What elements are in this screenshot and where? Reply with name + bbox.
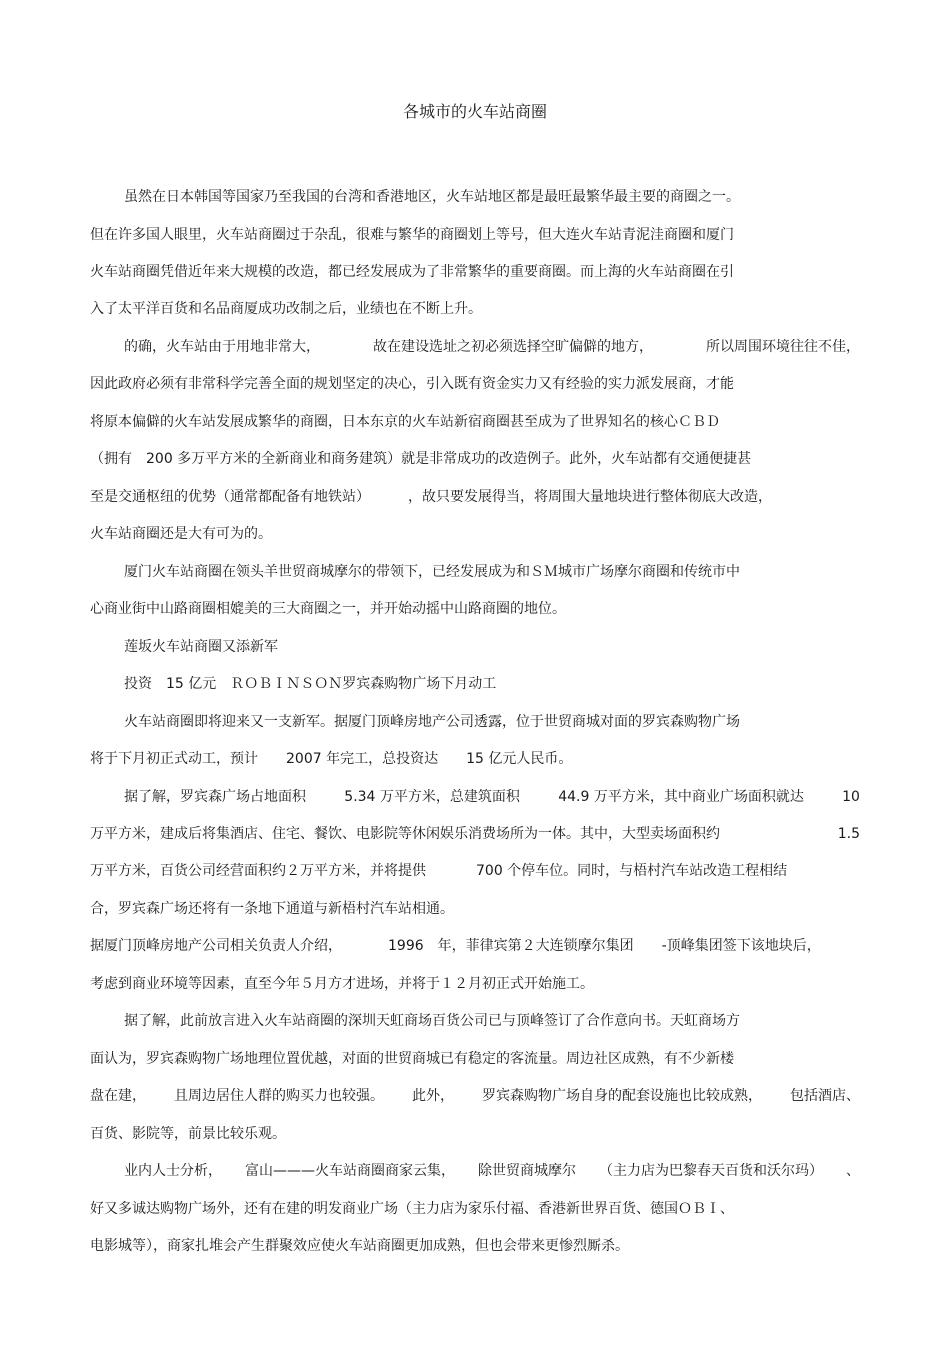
- text-segment: 据厦门顶峰房地产公司相关负责人介绍，: [90, 938, 342, 954]
- text-segment: 故在建设选址之初必须选择空旷偏僻的地方，: [373, 339, 653, 355]
- paragraph-line: [124, 1161, 860, 1181]
- paragraph-line: 但在许多国人眼里，火车站商圈过于杂乱，很难与繁华的商圈划上等号，但大连火车站青泥洼商圈和厦门: [90, 227, 734, 243]
- paragraph-line: 火车站商圈凭借近年来大规模的改造，都已经发展成为了非常繁华的重要商圈。而上海的火车站商圈在引: [90, 264, 734, 280]
- paragraph-line: [124, 337, 860, 357]
- paragraph-line: 火车站商圈即将迎来又一支新军。据厦门顶峰房地产公司透露，位于世贸商城对面的罗宾森购物广场: [124, 714, 740, 730]
- paragraph-line: 火车站商圈还是大有可为的。: [90, 526, 272, 542]
- paragraph-line: 入了太平洋百货和名品商厦成功改制之后，业绩也在不断上升。: [90, 301, 482, 317]
- text-segment: 、: [846, 1163, 860, 1179]
- text-segment: 业内人士分析，: [124, 1163, 222, 1179]
- paragraph-line: 合，罗宾森广场还将有一条地下通道与新梧村汽车站相通。: [90, 901, 454, 917]
- paragraph-line: [90, 487, 772, 507]
- text-segment: 万平方米，建成后将集酒店、住宅、餐饮、电影院等休闲娱乐消费场所为一体。其中，大型卖场面积约: [90, 826, 720, 842]
- text-segment: 据了解，罗宾森广场占地面积: [124, 789, 306, 805]
- text-segment: 700 个停车位。同时，与梧村汽车站改造工程相结: [476, 863, 788, 879]
- paragraph-line: 虽然在日本韩国等国家乃至我国的台湾和香港地区，火车站地区都是最旺最繁华最主要的商圈之一。: [124, 189, 740, 205]
- text-segment: 10: [842, 789, 860, 805]
- text-segment: 且周边居住人群的购买力也较强。: [174, 1088, 384, 1104]
- text-segment: 所以周围环境往往不佳，: [706, 339, 860, 355]
- paragraph-line: 据了解，此前放言进入火车站商圈的深圳天虹商场百货公司已与顶峰签订了合作意向书。天虹商场方: [124, 1013, 740, 1029]
- paragraph-line: [90, 936, 821, 956]
- paragraph-line: 心商业街中山路商圈相媲美的三大商圈之一，并开始动摇中山路商圈的地位。: [90, 601, 566, 617]
- subheading: 莲坂火车站商圈又添新军: [124, 639, 278, 655]
- text-segment: 此外，: [412, 1088, 454, 1104]
- paragraph-line: [90, 1086, 860, 1106]
- paragraph-line: 因此政府必须有非常科学完善全面的规划坚定的决心，引入既有资金实力又有经验的实力派发展商，才能: [90, 376, 734, 392]
- paragraph-line: 面认为，罗宾森购物广场地理位置优越，对面的世贸商城已有稳定的客流量。周边社区成熟，有不少新楼: [90, 1051, 734, 1067]
- text-segment: 至是交通枢纽的优势（通常都配备有地铁站）: [90, 489, 370, 505]
- text-segment: （主力店为巴黎春天百货和沃尔玛）: [599, 1163, 823, 1179]
- text-segment: ，故只要发展得当，将周围大量地块进行整体彻底大改造，: [408, 489, 772, 505]
- paragraph-line: 考虑到商业环境等因素，直至今年５月方才进场，并将于１２月初正式开始施工。: [90, 976, 594, 992]
- text-segment: 富山———火车站商圈商家云集，: [245, 1163, 455, 1179]
- text-segment: 5.34 万平方米，总建筑面积: [344, 789, 520, 805]
- subheading: 投资 15 亿元 ＲＯＢＩＮＳＯＮ罗宾森购物广场下月动工: [124, 676, 497, 692]
- paragraph-line: [90, 824, 860, 844]
- text-segment: 44.9 万平方米，其中商业广场面积就达: [558, 789, 804, 805]
- text-segment: -顶峰集团签下该地块后，: [661, 938, 821, 954]
- paragraph-line: 将于下月初正式动工，预计 2007 年完工，总投资达 15 亿元人民币。: [90, 751, 573, 767]
- paragraph-line: [124, 787, 860, 807]
- document-title: 各城市的火车站商圈: [402, 102, 547, 121]
- text-segment: 万平方米，百货公司经营面积约２万平方米，并将提供: [90, 863, 426, 879]
- paragraph-line: 电影城等），商家扎堆会产生群聚效应使火车站商圈更加成熟，但也会带来更惨烈厮杀。: [90, 1238, 629, 1254]
- text-segment: 1.5: [837, 826, 860, 842]
- text-segment: 除世贸商城摩尔: [478, 1163, 576, 1179]
- text-segment: 包括酒店、: [790, 1088, 860, 1104]
- text-segment: 1996 年，菲律宾第２大连锁摩尔集团: [388, 938, 634, 954]
- text-segment: 罗宾森购物广场自身的配套设施也比较成熟，: [482, 1088, 762, 1104]
- paragraph-line: （拥有 200 多万平方米的全新商业和商务建筑）就是非常成功的改造例子。此外，火车站都有交通便捷甚: [90, 451, 752, 467]
- paragraph-line: 将原本偏僻的火车站发展成繁华的商圈，日本东京的火车站新宿商圈甚至成为了世界知名的核心ＣＢＤ: [90, 414, 720, 430]
- paragraph-line: [90, 861, 787, 881]
- text-segment: 盘在建，: [90, 1088, 146, 1104]
- paragraph-line: 百货、影院等，前景比较乐观。: [90, 1126, 286, 1142]
- paragraph-line: 厦门火车站商圈在领头羊世贸商城摩尔的带领下，已经发展成为和ＳＭ城市广场摩尔商圈和传统市中: [124, 564, 740, 580]
- paragraph-line: 好又多诚达购物广场外，还有在建的明发商业广场（主力店为家乐付福、香港新世界百货、德国ＯＢＩ、: [90, 1201, 734, 1217]
- text-segment: 的确，火车站由于用地非常大，: [124, 339, 320, 355]
